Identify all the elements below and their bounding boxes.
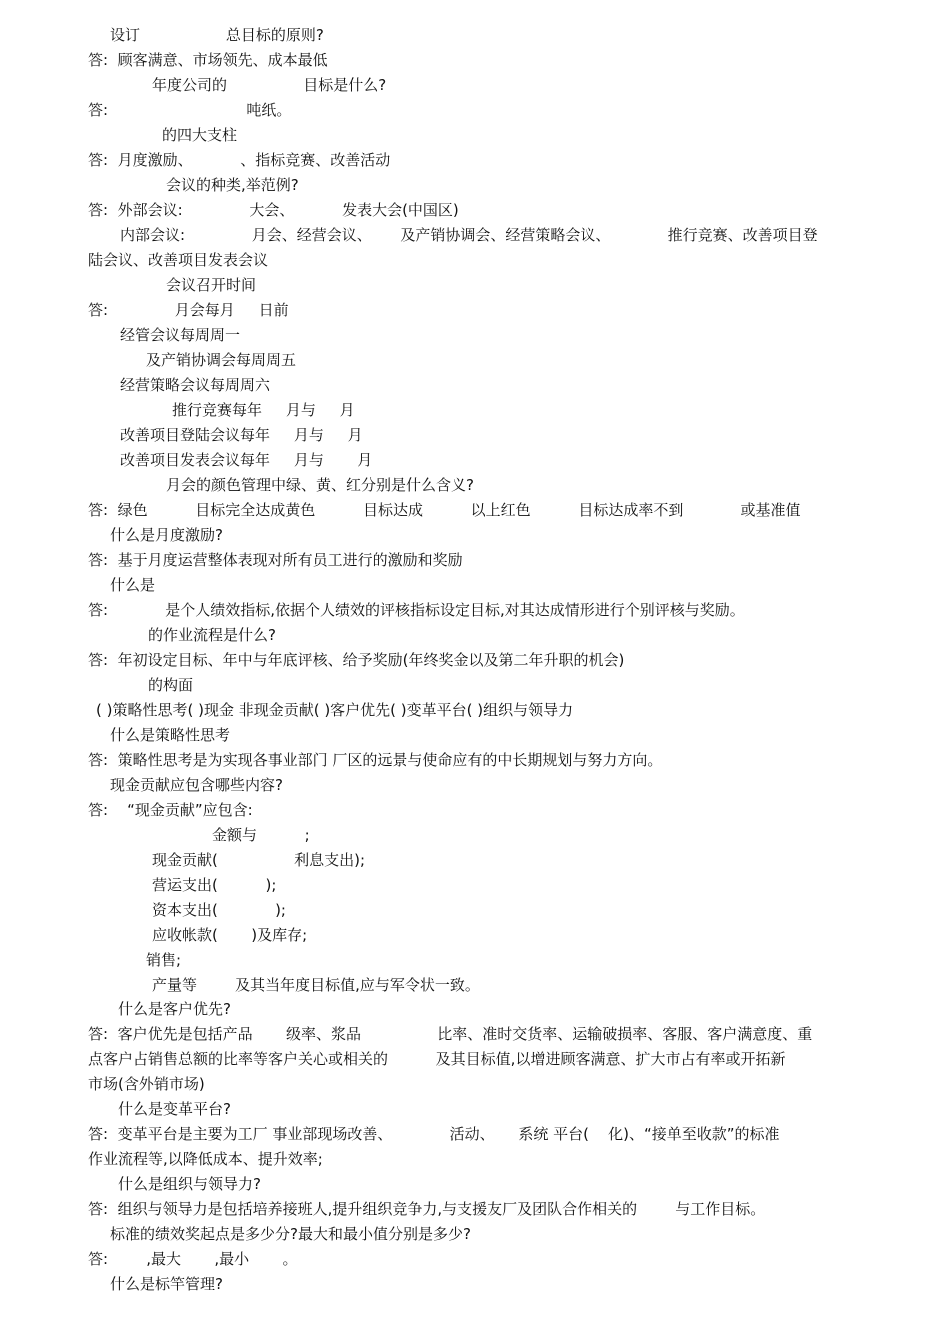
answer-line: 答: 绿色 目标完全达成黄色 目标达成 以上红色 目标达成率不到 或基准值 [88, 501, 801, 519]
question-line: 设订 总目标的原则? [110, 26, 324, 44]
question-line: 什么是 [110, 576, 156, 594]
answer-line: 陆会议、改善项目发表会议 [88, 251, 269, 269]
question-line: 什么是变革平台? [118, 1100, 231, 1118]
question-line: 的作业流程是什么? [148, 626, 276, 644]
answer-line: 改善项目发表会议每年 月与 月 [120, 451, 373, 469]
question-line: 的构面 [148, 676, 194, 694]
question-line: 标准的绩效奖起点是多少分?最大和最小值分别是多少? [110, 1225, 471, 1243]
answer-line: 答: ,最大 ,最小 。 [88, 1250, 298, 1268]
question-line: 什么是月度激励? [110, 526, 223, 544]
answer-line: 现金贡献( 利息支出); [152, 851, 366, 869]
question-line: 什么是客户优先? [118, 1000, 231, 1018]
question-line: 什么是策略性思考 [110, 726, 231, 744]
answer-line: 答: 组织与领导力是包括培养接班人,提升组织竞争力,与支援友厂及团队合作相关的 与工作目标。 [88, 1200, 766, 1218]
answer-line: 作业流程等,以降低成本、提升效率; [88, 1150, 323, 1168]
answer-line: 经管会议每周周一 [120, 326, 241, 344]
question-line: 的四大支柱 [162, 126, 238, 144]
answer-line: 及产销协调会每周周五 [146, 351, 297, 369]
answer-line: 答: 外部会议: 大会、 发表大会(中国区) [88, 201, 459, 219]
answer-line: 产量等 及其当年度目标值,应与军令状一致。 [152, 976, 480, 994]
question-line: 会议召开时间 [166, 276, 257, 294]
question-line: 什么是标竿管理? [110, 1275, 223, 1293]
question-line: 年度公司的 目标是什么? [152, 76, 387, 94]
answer-line: 内部会议: 月会、经营会议、 及产销协调会、经营策略会议、 推行竞赛、改善项目登 [120, 226, 818, 244]
answer-line: 资本支出( ); [152, 901, 286, 919]
question-line: 月会的颜色管理中绿、黄、红分别是什么含义? [166, 476, 474, 494]
answer-line: 应收帐款( )及库存; [152, 926, 308, 944]
answer-line: 销售; [146, 951, 182, 969]
answer-line: 改善项目登陆会议每年 月与 月 [120, 426, 363, 444]
answer-line: 答: 是个人绩效指标,依据个人绩效的评核指标设定目标,对其达成情形进行个别评核与奖励。 [88, 601, 745, 619]
question-line: 什么是组织与领导力? [118, 1175, 261, 1193]
question-line: 现金贡献应包含哪些内容? [110, 776, 283, 794]
answer-line: 答: 客户优先是包括产品 级率、浆品 比率、准时交货率、运输破损率、客服、客户满意度、重 [88, 1025, 813, 1043]
answer-line: 市场(含外销市场) [88, 1075, 205, 1093]
answer-line: 金额与 ; [212, 826, 310, 844]
answer-line: ( )策略性思考( )现金 非现金贡献( )客户优先( )变革平台( )组织与领导力 [96, 701, 574, 719]
answer-line: 答: “现金贡献”应包含: [88, 801, 253, 819]
answer-line: 答: 变革平台是主要为工厂 事业部现场改善、 活动、 系统 平台( 化)、“接单至收款”的标准 [88, 1125, 780, 1143]
answer-line: 点客户占销售总额的比率等客户关心或相关的 及其目标值,以增进顾客满意、扩大市占有率或开拓新 [88, 1050, 786, 1068]
answer-line: 推行竞赛每年 月与 月 [172, 401, 355, 419]
answer-line: 答: 顾客满意、市场领先、成本最低 [88, 51, 328, 69]
answer-line: 答: 月会每月 日前 [88, 301, 289, 319]
answer-line: 经营策略会议每周周六 [120, 376, 271, 394]
answer-line: 营运支出( ); [152, 876, 277, 894]
answer-line: 答: 基于月度运营整体表现对所有员工进行的激励和奖励 [88, 551, 463, 569]
answer-line: 答: 年初设定目标、年中与年底评核、给予奖励(年终奖金以及第二年升职的机会) [88, 651, 625, 669]
question-line: 会议的种类,举范例? [166, 176, 299, 194]
answer-line: 答: 吨纸。 [88, 101, 292, 119]
answer-line: 答: 月度激励、 、指标竞赛、改善活动 [88, 151, 391, 169]
answer-line: 答: 策略性思考是为实现各事业部门 厂区的远景与使命应有的中长期规划与努力方向。 [88, 751, 663, 769]
